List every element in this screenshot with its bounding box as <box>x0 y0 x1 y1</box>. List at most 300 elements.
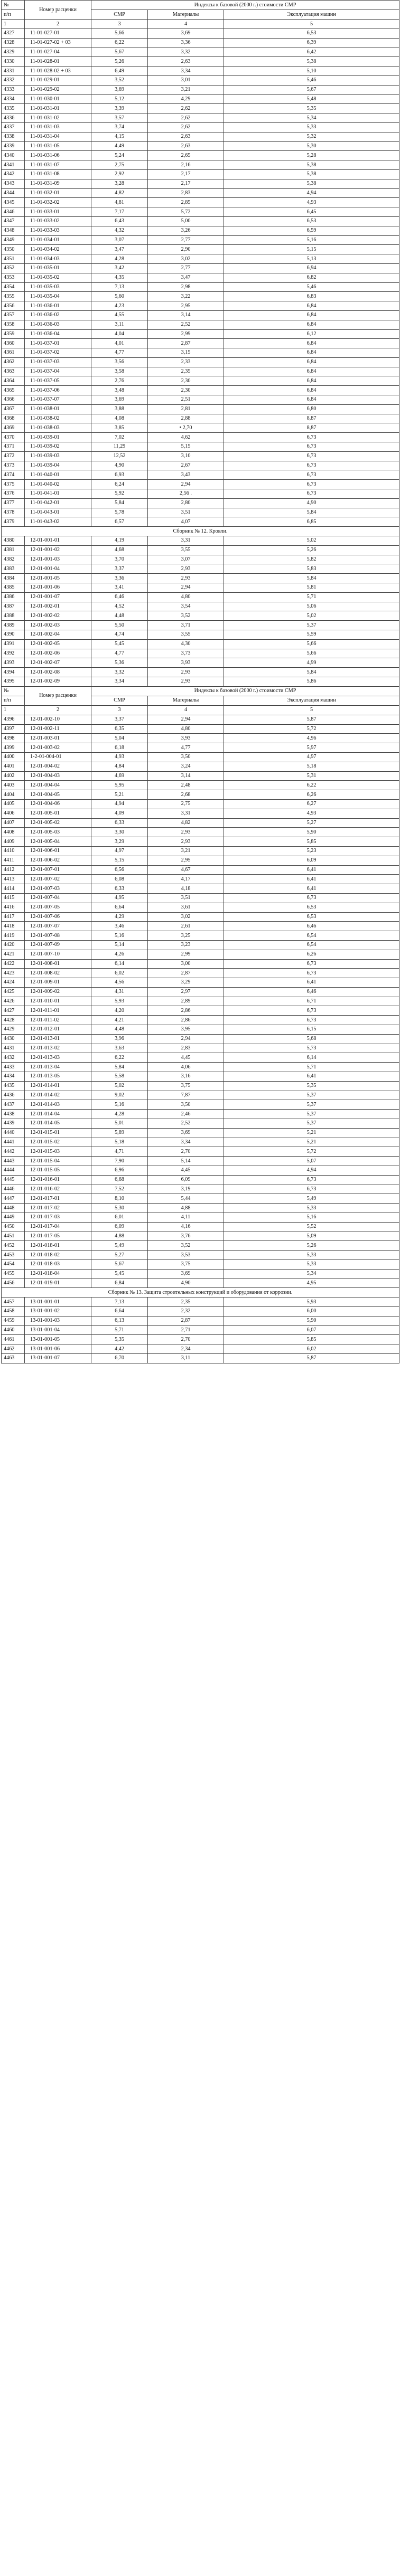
rate-code: 11-01-035-04 <box>25 292 91 301</box>
materials-index: 2,63 <box>148 57 224 67</box>
machines-index: 5,48 <box>224 94 399 104</box>
machines-index: 5,21 <box>224 1138 399 1147</box>
rate-code: 12-01-005-04 <box>25 837 91 847</box>
table-row <box>2 169 399 179</box>
rate-code: 11-01-040-02 <box>25 480 91 489</box>
materials-index: 2,87 <box>148 969 224 978</box>
machines-index: 6,41 <box>224 978 399 988</box>
smr-index: 7,13 <box>91 1298 148 1307</box>
machines-index: 4,93 <box>224 809 399 818</box>
rate-code: 11-01-034-01 <box>25 235 91 245</box>
materials-index: 2,17 <box>148 169 224 179</box>
row-number: 4441 <box>2 1138 25 1147</box>
smr-index: 6,08 <box>91 875 148 884</box>
materials-index: 3,75 <box>148 1260 224 1270</box>
smr-index: 5,49 <box>91 1241 148 1251</box>
materials-index: 3,76 <box>148 1232 224 1241</box>
table-row <box>2 141 399 151</box>
row-number: 4461 <box>2 1335 25 1344</box>
materials-index: 3,02 <box>148 254 224 264</box>
machines-index: 5,16 <box>224 235 399 245</box>
rate-code: 11-01-041-01 <box>25 489 91 499</box>
rate-code: 12-01-002-03 <box>25 621 91 630</box>
rate-code: 11-01-036-03 <box>25 320 91 329</box>
rate-code: 12-01-007-06 <box>25 912 91 922</box>
table-row <box>2 771 399 781</box>
materials-index: 2,51 <box>148 395 224 405</box>
machines-index: 6,73 <box>224 1006 399 1016</box>
smr-index: 4,84 <box>91 762 148 771</box>
rate-code: 13-01-001-02 <box>25 1306 91 1316</box>
materials-index: 2,16 <box>148 160 224 170</box>
row-number: 4337 <box>2 122 25 132</box>
materials-index: 2,68 <box>148 790 224 800</box>
rate-code: 11-01-027-02 + 03 <box>25 38 91 48</box>
rate-code: 12-01-012-01 <box>25 1025 91 1035</box>
rate-code: 11-01-029-02 <box>25 85 91 94</box>
smr-index: 3,41 <box>91 583 148 593</box>
rate-code: 12-01-019-01 <box>25 1278 91 1288</box>
row-number: 4357 <box>2 310 25 320</box>
table-row <box>2 508 399 517</box>
smr-index: 5,16 <box>91 931 148 941</box>
row-number: 4414 <box>2 884 25 894</box>
rate-code: 12-01-006-02 <box>25 856 91 865</box>
machines-index: 4,94 <box>224 1166 399 1176</box>
rate-code: 11-01-042-01 <box>25 498 91 508</box>
materials-index: 3,52 <box>148 611 224 621</box>
materials-index: 2,86 <box>148 1016 224 1025</box>
materials-index: • 2,70 <box>148 423 224 433</box>
materials-index: 2,61 <box>148 922 224 931</box>
rate-code: 12-01-014-05 <box>25 1119 91 1129</box>
row-number: 4459 <box>2 1316 25 1325</box>
row-number: 4371 <box>2 442 25 452</box>
machines-index: 4,93 <box>224 198 399 207</box>
smr-index: 3,39 <box>91 104 148 113</box>
table-row <box>2 1138 399 1147</box>
smr-index: 3,58 <box>91 367 148 376</box>
table-row <box>2 978 399 988</box>
materials-index: 3,61 <box>148 903 224 912</box>
materials-index: 2,87 <box>148 339 224 348</box>
rate-code: 11-01-031-04 <box>25 132 91 141</box>
materials-index: 5,15 <box>148 442 224 452</box>
machines-index: 5,34 <box>224 113 399 123</box>
row-number: 4437 <box>2 1100 25 1110</box>
smr-index: 5,14 <box>91 940 148 950</box>
rate-code: 11-01-037-01 <box>25 339 91 348</box>
materials-index: 4,45 <box>148 1053 224 1063</box>
table-row <box>2 1034 399 1044</box>
table-row <box>2 790 399 800</box>
machines-index: 5,81 <box>224 583 399 593</box>
machines-index: 6,41 <box>224 865 399 875</box>
row-number: 4392 <box>2 649 25 658</box>
rate-code: 12-01-007-04 <box>25 893 91 903</box>
materials-index: 4,18 <box>148 884 224 894</box>
smr-index: 6,35 <box>91 724 148 734</box>
machines-index: 6,73 <box>224 1185 399 1194</box>
rate-code: 11-01-035-03 <box>25 282 91 292</box>
smr-index: 3,96 <box>91 1034 148 1044</box>
machines-index: 5,10 <box>224 67 399 76</box>
smr-index: 5,78 <box>91 508 148 517</box>
machines-index: 5,38 <box>224 169 399 179</box>
row-number: 4454 <box>2 1260 25 1270</box>
rate-code: 11-01-031-05 <box>25 141 91 151</box>
row-number: 4444 <box>2 1166 25 1176</box>
rate-code: 11-01-039-02 <box>25 442 91 452</box>
rate-code: 13-01-001-07 <box>25 1353 91 1363</box>
smr-index: 6,33 <box>91 884 148 894</box>
rate-code: 12-01-015-02 <box>25 1138 91 1147</box>
section-title: Сборник № 13. Защита строительных конструкций и оборудования от коррозии. <box>2 1288 399 1298</box>
rate-code: 11-01-035-02 <box>25 273 91 282</box>
table-row <box>2 160 399 170</box>
materials-index: 2,93 <box>148 677 224 686</box>
row-number: 4452 <box>2 1241 25 1251</box>
smr-index: 3,56 <box>91 357 148 367</box>
header-smr: СМР <box>91 10 148 20</box>
machines-index: 5,35 <box>224 1081 399 1091</box>
rate-code: 12-01-001-06 <box>25 583 91 593</box>
table-row <box>2 649 399 658</box>
machines-index: 6,73 <box>224 1175 399 1185</box>
machines-index: 6,73 <box>224 470 399 480</box>
smr-index: 4,29 <box>91 912 148 922</box>
rate-code: 12-01-016-02 <box>25 1185 91 1194</box>
row-number: 4428 <box>2 1016 25 1025</box>
row-number: 4419 <box>2 931 25 941</box>
materials-index: 4,62 <box>148 433 224 442</box>
row-number: 4373 <box>2 461 25 470</box>
table-row <box>2 395 399 405</box>
row-number: 4332 <box>2 75 25 85</box>
smr-index: 3,47 <box>91 245 148 254</box>
table-row <box>2 950 399 959</box>
rate-code: 11-01-031-06 <box>25 151 91 160</box>
machines-index: 5,71 <box>224 592 399 602</box>
materials-index: 2,70 <box>148 1335 224 1344</box>
machines-index: 5,37 <box>224 621 399 630</box>
rate-code: 11-01-038-01 <box>25 404 91 414</box>
materials-index: 2,77 <box>148 235 224 245</box>
table-row <box>2 1260 399 1270</box>
materials-index: 2,93 <box>148 828 224 837</box>
table-row <box>2 132 399 141</box>
table-row <box>2 1306 399 1316</box>
machines-index: 5,30 <box>224 141 399 151</box>
smr-index: 3,88 <box>91 404 148 414</box>
machines-index: 6,15 <box>224 1025 399 1035</box>
row-number: 4346 <box>2 207 25 217</box>
materials-index: 5,00 <box>148 216 224 226</box>
machines-index: 5,93 <box>224 1298 399 1307</box>
materials-index: 3,47 <box>148 273 224 282</box>
smr-index: 6,49 <box>91 67 148 76</box>
table-row <box>2 489 399 499</box>
materials-index: 6,09 <box>148 1175 224 1185</box>
machines-index: 6,73 <box>224 480 399 489</box>
machines-index: 6,84 <box>224 348 399 358</box>
table-row <box>2 668 399 677</box>
machines-index: 4,94 <box>224 188 399 198</box>
rate-code: 12-01-002-02 <box>25 611 91 621</box>
row-number: 4396 <box>2 715 25 724</box>
table-row <box>2 376 399 386</box>
rate-code: 11-01-029-01 <box>25 75 91 85</box>
materials-index: 4,11 <box>148 1213 224 1223</box>
table-row <box>2 639 399 649</box>
rate-code: 11-01-030-01 <box>25 94 91 104</box>
table-row <box>2 1251 399 1260</box>
machines-index: 6,00 <box>224 1306 399 1316</box>
machines-index: 5,38 <box>224 179 399 188</box>
row-number: 4349 <box>2 235 25 245</box>
smr-index: 5,67 <box>91 48 148 57</box>
row-number: 4425 <box>2 987 25 997</box>
rate-code: 12-01-001-04 <box>25 564 91 574</box>
table-row <box>2 67 399 76</box>
table-row <box>2 781 399 790</box>
machines-index: 6,26 <box>224 790 399 800</box>
rate-code: 11-01-037-02 <box>25 348 91 358</box>
machines-index: 4,96 <box>224 734 399 743</box>
smr-index: 6,84 <box>91 1278 148 1288</box>
table-row <box>2 1335 399 1344</box>
materials-index: 4,80 <box>148 592 224 602</box>
materials-index: 2,93 <box>148 837 224 847</box>
materials-index: 2,90 <box>148 245 224 254</box>
materials-index: 2,52 <box>148 320 224 329</box>
smr-index: 5,02 <box>91 1081 148 1091</box>
row-number: 4344 <box>2 188 25 198</box>
smr-index: 3,48 <box>91 386 148 395</box>
rates-table <box>1 0 399 1363</box>
header-materials: Материалы <box>148 10 224 20</box>
table-row <box>2 339 399 348</box>
machines-index: 6,46 <box>224 922 399 931</box>
smr-index: 4,28 <box>91 254 148 264</box>
row-number: 4435 <box>2 1081 25 1091</box>
materials-index: 3,02 <box>148 912 224 922</box>
materials-index: 3,22 <box>148 292 224 301</box>
smr-index: 5,89 <box>91 1128 148 1138</box>
row-number: 4383 <box>2 564 25 574</box>
row-number: 4375 <box>2 480 25 489</box>
row-number: 4416 <box>2 903 25 912</box>
table-row <box>2 884 399 894</box>
table-row <box>2 940 399 950</box>
table-row <box>2 1091 399 1100</box>
machines-index: 5,66 <box>224 639 399 649</box>
smr-index: 4,88 <box>91 1232 148 1241</box>
row-number: 4381 <box>2 545 25 555</box>
table-row <box>2 799 399 809</box>
machines-index: 6,12 <box>224 329 399 339</box>
rate-code: 12-01-002-09 <box>25 677 91 686</box>
machines-index: 5,97 <box>224 743 399 753</box>
machines-index: 5,13 <box>224 254 399 264</box>
machines-index: 5,09 <box>224 1232 399 1241</box>
row-number: 4356 <box>2 301 25 311</box>
machines-index: 6,53 <box>224 216 399 226</box>
machines-index: 5,86 <box>224 677 399 686</box>
table-row <box>2 1044 399 1053</box>
machines-index: 4,99 <box>224 658 399 668</box>
machines-index: 5,66 <box>224 649 399 658</box>
machines-index: 6,26 <box>224 950 399 959</box>
table-row <box>2 1053 399 1063</box>
header-group: Индексы к базовой (2000 г.) стоимости СМР <box>91 686 399 696</box>
machines-index: 5,38 <box>224 57 399 67</box>
table-row <box>2 263 399 273</box>
rate-code: 11-01-034-02 <box>25 245 91 254</box>
materials-index: 3,53 <box>148 1251 224 1260</box>
machines-index: 5,84 <box>224 574 399 583</box>
table-row <box>2 743 399 753</box>
smr-index: 6,33 <box>91 818 148 828</box>
materials-index: 2,46 <box>148 1110 224 1119</box>
smr-index: 5,84 <box>91 1063 148 1072</box>
materials-index: 4,45 <box>148 1166 224 1176</box>
machines-index: 6,73 <box>224 433 399 442</box>
machines-index: 5,46 <box>224 282 399 292</box>
materials-index: 4,06 <box>148 1063 224 1072</box>
row-number: 4420 <box>2 940 25 950</box>
smr-index: 5,24 <box>91 151 148 160</box>
table-row <box>2 969 399 978</box>
table-row <box>2 442 399 452</box>
row-number: 4429 <box>2 1025 25 1035</box>
materials-index: 2,67 <box>148 461 224 470</box>
smr-index: 3,32 <box>91 668 148 677</box>
table-row <box>2 658 399 668</box>
machines-index: 6,46 <box>224 987 399 997</box>
table-row <box>2 348 399 358</box>
machines-index: 6,39 <box>224 38 399 48</box>
table-row <box>2 498 399 508</box>
row-number: 4367 <box>2 404 25 414</box>
machines-index: 6,73 <box>224 461 399 470</box>
row-number: 4352 <box>2 263 25 273</box>
materials-index: 3,29 <box>148 978 224 988</box>
rate-code: 11-01-031-02 <box>25 113 91 123</box>
materials-index: 2,65 <box>148 151 224 160</box>
table-row <box>2 1157 399 1166</box>
rate-code: 12-01-002-11 <box>25 724 91 734</box>
row-number: 4387 <box>2 602 25 611</box>
materials-index: 2,94 <box>148 480 224 489</box>
smr-index: 6,01 <box>91 1213 148 1223</box>
smr-index: 6,43 <box>91 216 148 226</box>
header-pp: п/п <box>2 10 25 20</box>
machines-index: 5,90 <box>224 1316 399 1325</box>
machines-index: 5,85 <box>224 1335 399 1344</box>
table-row <box>2 1119 399 1129</box>
rate-code: 12-01-016-01 <box>25 1175 91 1185</box>
rate-code: 12-01-001-05 <box>25 574 91 583</box>
smr-index: 4,95 <box>91 893 148 903</box>
smr-index: 3,69 <box>91 395 148 405</box>
table-row <box>2 762 399 771</box>
header-num: № <box>2 686 25 696</box>
row-number: 4451 <box>2 1232 25 1241</box>
header-col-number: 2 <box>25 705 91 715</box>
row-number: 4374 <box>2 470 25 480</box>
machines-index: 5,26 <box>224 1241 399 1251</box>
machines-index: 5,34 <box>224 1269 399 1278</box>
smr-index: 5,45 <box>91 639 148 649</box>
rate-code: 12-01-014-04 <box>25 1110 91 1119</box>
smr-index: 6,22 <box>91 1053 148 1063</box>
row-number: 4390 <box>2 630 25 640</box>
rate-code: 11-01-039-03 <box>25 451 91 461</box>
header-col-number: 5 <box>224 20 399 29</box>
rate-code: 11-01-031-09 <box>25 179 91 188</box>
materials-index: 2,88 <box>148 414 224 423</box>
rate-code: 12-01-001-07 <box>25 592 91 602</box>
header-numbering-row <box>2 705 399 715</box>
materials-index: 3,50 <box>148 752 224 762</box>
machines-index: 5,71 <box>224 1063 399 1072</box>
rate-code: 12-01-002-04 <box>25 630 91 640</box>
rate-code: 13-01-001-03 <box>25 1316 91 1325</box>
header-materials: Материалы <box>148 696 224 705</box>
row-number: 4440 <box>2 1128 25 1138</box>
rate-code: 12-01-015-03 <box>25 1147 91 1157</box>
machines-index: 6,59 <box>224 226 399 235</box>
smr-index: 5,66 <box>91 29 148 39</box>
table-row <box>2 226 399 235</box>
machines-index: 5,84 <box>224 508 399 517</box>
smr-index: 4,48 <box>91 611 148 621</box>
row-number: 4348 <box>2 226 25 235</box>
smr-index: 3,85 <box>91 423 148 433</box>
materials-index: 2,35 <box>148 1298 224 1307</box>
machines-index: 5,16 <box>224 1213 399 1223</box>
rate-code: 12-01-017-02 <box>25 1204 91 1213</box>
materials-index: 4,67 <box>148 865 224 875</box>
smr-index: 3,07 <box>91 235 148 245</box>
rate-code: 12-01-001-01 <box>25 536 91 546</box>
row-number: 4410 <box>2 846 25 856</box>
materials-index: 2,83 <box>148 1044 224 1053</box>
machines-index: 6,07 <box>224 1325 399 1335</box>
rate-code: 12-01-001-03 <box>25 555 91 564</box>
machines-index: 5,33 <box>224 1251 399 1260</box>
machines-index: 6,84 <box>224 339 399 348</box>
materials-index: 3,31 <box>148 536 224 546</box>
machines-index: 6,84 <box>224 367 399 376</box>
header-col-number: 1 <box>2 20 25 29</box>
header-col-number: 4 <box>148 705 224 715</box>
row-number: 4408 <box>2 828 25 837</box>
materials-index: 5,44 <box>148 1194 224 1204</box>
row-number: 4422 <box>2 959 25 969</box>
row-number: 4427 <box>2 1006 25 1016</box>
materials-index: 2,48 <box>148 781 224 790</box>
materials-index: 4,07 <box>148 517 224 527</box>
row-number: 4399 <box>2 743 25 753</box>
table-row <box>2 414 399 423</box>
materials-index: 3,69 <box>148 1269 224 1278</box>
table-row <box>2 245 399 254</box>
machines-index: 5,33 <box>224 122 399 132</box>
header-col-number: 4 <box>148 20 224 29</box>
machines-index: 5,21 <box>224 1128 399 1138</box>
